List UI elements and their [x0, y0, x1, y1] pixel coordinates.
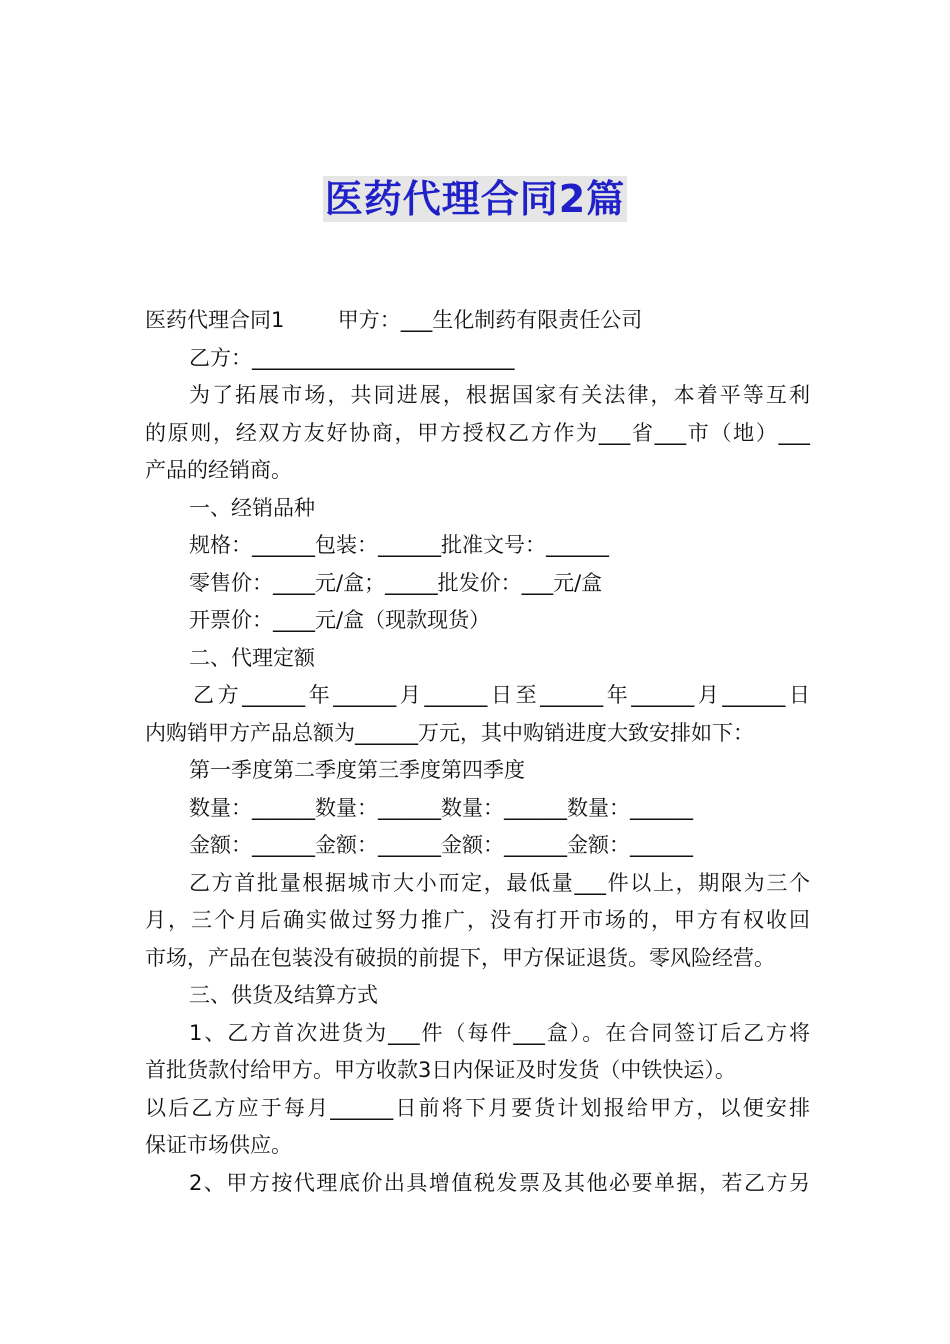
paragraph-supply-2-line-1: 2、甲方按代理底价出具增值税发票及其他必要单据，若乙方另: [189, 1170, 810, 1195]
paragraph-intro-line-2: 的原则，经双方友好协商，甲方授权乙方作为___省___市（地）___: [145, 420, 810, 445]
paragraph-retail-price: 零售价：____元/盒；_____批发价：___元/盒: [189, 570, 603, 595]
paragraph-quarters: 第一季度第二季度第三季度第四季度: [189, 758, 525, 782]
paragraph-invoice-price: 开票价：____元/盒（现款现货）: [189, 608, 491, 632]
paragraph-period-line-1: 乙方______年______月______日至______年______月______日: [193, 683, 810, 707]
paragraph-first-batch-line-1: 乙方首批量根据城市大小而定，最低量___件以上，期限为三个: [189, 870, 810, 895]
paragraph-supply-1-line-1: 1、乙方首次进货为___件（每件___盒）。在合同签订后乙方将: [189, 1020, 810, 1045]
section-heading-quota: 二、代理定额: [189, 645, 315, 670]
paragraph-supply-1-line-2: 首批货款付给甲方。甲方收款3日内保证及时发货（中铁快运）。: [145, 1058, 736, 1082]
paragraph-party-b: 乙方：_________________________: [189, 345, 515, 370]
paragraph-quantities: 数量：______数量：______数量：______数量：______: [189, 795, 693, 820]
paragraph-amounts: 金额：______金额：______金额：______金额：______: [189, 833, 693, 857]
document-title: [0, 176, 950, 222]
paragraph-period-line-2: 内购销甲方产品总额为______万元，其中购销进度大致安排如下：: [145, 720, 754, 745]
paragraph-heading-line: 医药代理合同1 甲方：___生化制药有限责任公司: [145, 308, 643, 332]
paragraph-supply-1-line-4: 保证市场供应。: [145, 1133, 292, 1157]
paragraph-spec: 规格：______包装：______批准文号：______: [189, 533, 609, 557]
paragraph-supply-1-line-3: 以后乙方应于每月______日前将下月要货计划报给甲方，以便安排: [145, 1095, 810, 1120]
paragraph-first-batch-line-2: 月，三个月后确实做过努力推广，没有打开市场的，甲方有权收回: [145, 908, 810, 932]
paragraph-first-batch-line-3: 市场，产品在包装没有破损的前提下，甲方保证退货。零风险经营。: [145, 945, 775, 970]
paragraph-intro-line-1: 为了拓展市场，共同进展，根据国家有关法律，本着平等互利: [189, 383, 810, 407]
title-text: 医药代理合同2篇: [324, 177, 626, 221]
section-heading-products: 一、经销品种: [189, 495, 315, 520]
paragraph-intro-line-3: 产品的经销商。: [145, 458, 292, 482]
document-body: [145, 302, 810, 1202]
section-heading-supply: 三、供货及结算方式: [189, 983, 378, 1007]
